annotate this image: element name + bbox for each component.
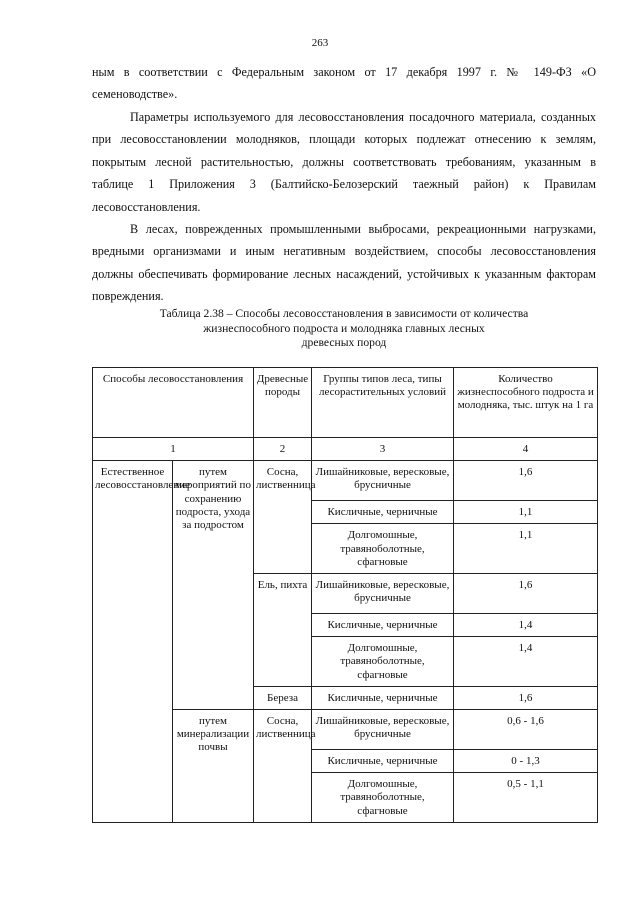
forest-type-cell: Кисличные, черничные <box>312 686 454 709</box>
header-species: Древесные породы <box>254 368 312 438</box>
caption-line-2: жизнеспособного подроста и молодняка главных лесных <box>203 321 485 335</box>
forest-type-cell: Кисличные, черничные <box>312 750 454 773</box>
column-number-row <box>93 438 598 461</box>
table-header-row <box>93 368 598 438</box>
method-cell: Естественное лесовосстановление <box>93 461 173 823</box>
paragraph-1: ным в соответствии с Федеральным законом от 17 декабря 1997 г. № 149-ФЗ «О семеноводстве». <box>92 65 596 102</box>
forest-type-cell: Кисличные, черничные <box>312 501 454 524</box>
page-number: 263 <box>311 37 329 49</box>
species-cell: Ель, пихта <box>254 574 312 687</box>
value-cell: 1,6 <box>454 461 598 501</box>
forest-type-cell: Лишайниковые, вересковые, брусничные <box>312 461 454 501</box>
paragraph-3: В лесах, поврежденных промышленными выбросами, рекреационными нагрузками, вредными организмами и иным негативным воздействием, способы лесовосстановления должны обеспечивать формирование лесных насаждений, устойчивых к указанным факторам повреждения. <box>92 222 596 304</box>
header-quantity: Количество жизнеспособного подроста и молодняка, тыс. штук на 1 га <box>454 368 598 438</box>
value-cell: 0 - 1,3 <box>454 750 598 773</box>
value-cell: 1,6 <box>454 686 598 709</box>
forest-type-cell: Долгомошные, травяноболотные, сфагновые <box>312 773 454 823</box>
submethod-cell: путем минерализации почвы <box>173 710 254 823</box>
species-cell: Береза <box>254 686 312 709</box>
table-row <box>93 461 598 501</box>
caption-line-3: древесных пород <box>301 336 387 349</box>
paragraph-2: Параметры используемого для лесовосстановления посадочного материала, созданных при лесовосстановлении молодняков, площади которых подлежат отнесению к землям, покрытым лесной растительностью, должны соответствовать требованиям, указанным в таблице 1 Приложения 3 (Балтийско-Белозерский таежный район) к Правилам лесовосстановления. <box>92 110 596 214</box>
value-cell: 1,4 <box>454 614 598 637</box>
forest-type-cell: Лишайниковые, вересковые, брусничные <box>312 710 454 750</box>
col-number: 3 <box>312 438 454 461</box>
value-cell: 0,6 - 1,6 <box>454 710 598 750</box>
col-number: 2 <box>254 438 312 461</box>
submethod-cell: путем мероприятий по сохранению подроста, ухода за подростом <box>173 461 254 710</box>
table-caption <box>92 307 596 351</box>
col-number: 4 <box>454 438 598 461</box>
forest-type-cell: Долгомошные, травяноболотные, сфагновые <box>312 524 454 574</box>
value-cell: 1,1 <box>454 524 598 574</box>
value-cell: 1,6 <box>454 574 598 614</box>
value-cell: 1,4 <box>454 637 598 687</box>
value-cell: 1,1 <box>454 501 598 524</box>
species-cell: Сосна, лиственница <box>254 461 312 574</box>
forest-type-cell: Лишайниковые, вересковые, брусничные <box>312 574 454 614</box>
reforestation-table <box>92 367 598 823</box>
forest-type-cell: Кисличные, черничные <box>312 614 454 637</box>
header-methods: Способы лесовосстановления <box>93 368 254 438</box>
forest-type-cell: Долгомошные, травяноболотные, сфагновые <box>312 637 454 687</box>
value-cell: 0,5 - 1,1 <box>454 773 598 823</box>
species-cell: Сосна, лиственница <box>254 710 312 823</box>
caption-line-1: Таблица 2.38 – Способы лесовосстановления в зависимости от количества <box>159 307 529 320</box>
header-forest-types: Группы типов леса, типы лесорастительных условий <box>312 368 454 438</box>
col-number: 1 <box>93 438 254 461</box>
